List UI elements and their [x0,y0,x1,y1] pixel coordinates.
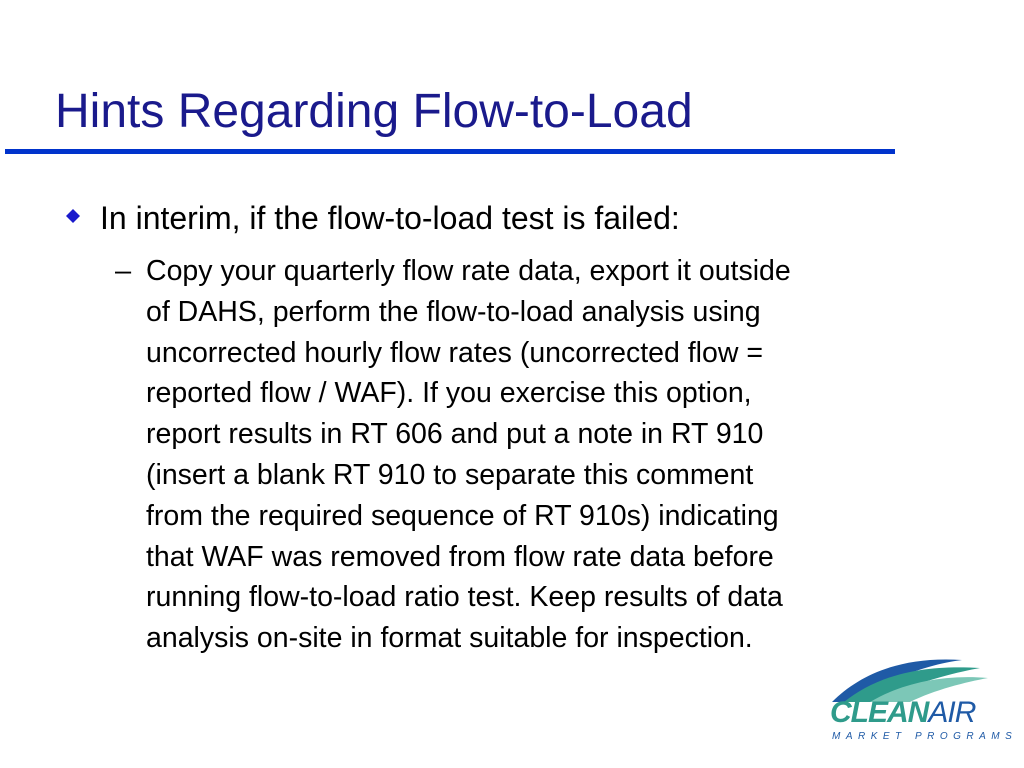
sub-bullet-line: uncorrected hourly flow rates (uncorrected flow = [146,336,763,369]
diamond-bullet-icon [66,209,80,223]
logo-wordmark [830,698,975,728]
sub-bullet-line: (insert a blank RT 910 to separate this comment [146,458,754,491]
dash-bullet-marker: – [115,255,132,287]
sub-bullet-line: from the required sequence of RT 910s) indicating [146,499,779,532]
sub-bullet-line: Copy your quarterly flow rate data, export it outside [146,255,791,287]
slide-title: Hints Regarding Flow-to-Load [55,85,693,138]
logo-word-clean: CLEAN [830,696,929,729]
sub-bullet-line: of DAHS, perform the flow-to-load analysis using [146,295,761,328]
sub-bullet-line: reported flow / WAF). If you exercise this option, [146,377,752,410]
main-bullet-text: In interim, if the flow-to-load test is failed: [100,200,680,236]
sub-bullet-line: report results in RT 606 and put a note in RT 910 [146,418,764,451]
logo-tagline: MARKET PROGRAMS [832,731,1018,742]
sub-bullet-text [146,251,926,659]
sub-bullet-line: that WAF was removed from flow rate data before [146,540,774,573]
clean-air-markets-logo [822,652,1018,752]
title-underline [5,149,895,154]
logo-word-air: AIR [928,696,976,729]
sub-bullet-line: running flow-to-load ratio test. Keep results of data [146,581,783,614]
sub-bullet-line: analysis on-site in format suitable for inspection. [146,622,753,655]
